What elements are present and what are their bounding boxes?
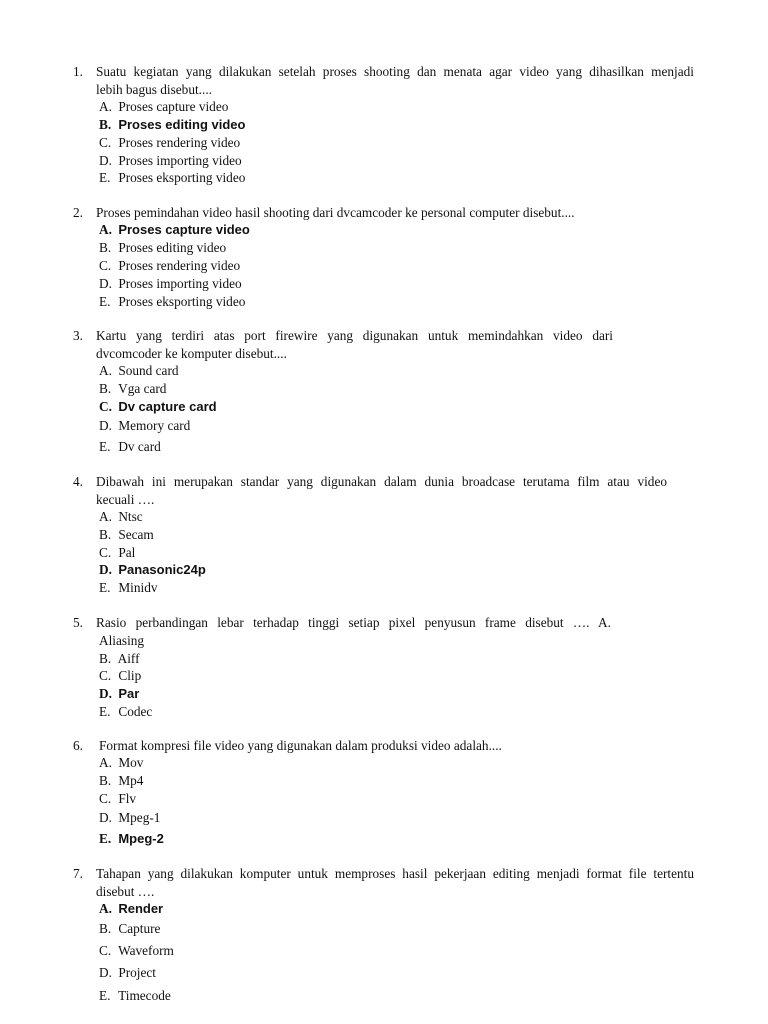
option-text: Dv capture card <box>118 399 217 414</box>
question-number: 4. <box>73 474 83 489</box>
question-text <box>96 614 611 650</box>
option-text: Sound card <box>118 363 179 378</box>
option-text: Proses rendering video <box>118 135 241 150</box>
option-e[interactable] <box>99 169 245 187</box>
option-d[interactable] <box>99 964 156 982</box>
option-letter: A. <box>99 509 112 524</box>
question-line: Tahapan yang dilakukan komputer untuk memproses hasil pekerjaan editing menjadi format file tertentu <box>96 866 694 881</box>
question-line: Dibawah ini merupakan standar yang digunakan dalam dunia broadcase terutama film atau video <box>96 474 667 489</box>
question-line: lebih bagus disebut.... <box>96 82 212 97</box>
option-text: Codec <box>118 704 153 719</box>
option-a[interactable] <box>99 508 143 526</box>
option-d[interactable] <box>99 685 139 703</box>
option-e[interactable] <box>99 830 164 848</box>
question-line: Format kompresi file video yang digunakan dalam produksi video adalah.... <box>99 738 502 753</box>
option-letter: D. <box>99 276 112 291</box>
option-text: Dv card <box>118 439 161 454</box>
option-c[interactable] <box>99 790 136 808</box>
option-letter: B. <box>99 240 112 255</box>
option-text: Proses eksporting video <box>118 170 246 185</box>
option-c[interactable] <box>99 134 240 152</box>
option-b[interactable] <box>99 239 226 257</box>
question-number: 2. <box>73 205 83 220</box>
option-letter: D. <box>99 418 112 433</box>
option-text: Timecode <box>118 988 171 1003</box>
option-b[interactable] <box>99 920 160 938</box>
question-number: 5. <box>73 615 83 630</box>
option-a[interactable] <box>99 98 228 116</box>
option-c[interactable] <box>99 257 240 275</box>
option-text: Mpeg-1 <box>118 810 161 825</box>
option-letter: D. <box>99 153 112 168</box>
option-text: Mov <box>118 755 144 770</box>
option-letter: A. <box>99 99 112 114</box>
option-letter: D. <box>99 562 112 577</box>
option-text: Secam <box>118 527 154 542</box>
question-line: Kartu yang terdiri atas port firewire yang digunakan untuk memindahkan video dari <box>96 328 613 343</box>
option-letter: C. <box>99 135 112 150</box>
option-letter: B. <box>99 527 112 542</box>
option-a[interactable] <box>99 754 143 772</box>
question-number: 1. <box>73 64 83 79</box>
option-letter: C. <box>99 258 112 273</box>
option-d[interactable] <box>99 417 190 435</box>
option-d[interactable] <box>99 561 206 579</box>
question-line: Rasio perbandingan lebar terhadap tinggi setiap pixel penyusun frame disebut …. A. <box>96 615 611 630</box>
option-letter: C. <box>99 668 112 683</box>
option-b[interactable] <box>99 650 140 668</box>
option-letter: B. <box>99 651 112 666</box>
option-e[interactable] <box>99 293 245 311</box>
option-letter: B. <box>99 773 112 788</box>
question-line: kecuali …. <box>96 492 155 507</box>
option-text: Pal <box>118 545 136 560</box>
question-number: 3. <box>73 328 83 343</box>
option-text: Proses capture video <box>118 222 250 237</box>
option-text: Project <box>118 965 156 980</box>
option-letter: B. <box>99 921 112 936</box>
option-letter: D. <box>99 965 112 980</box>
option-text: Capture <box>118 921 161 936</box>
option-d[interactable] <box>99 275 242 293</box>
option-text: Clip <box>118 668 142 683</box>
option-e[interactable] <box>99 438 161 456</box>
option-b[interactable] <box>99 772 143 790</box>
option-text: Mp4 <box>118 773 144 788</box>
option-text: Proses editing video <box>118 240 227 255</box>
option-text: Mpeg-2 <box>118 831 164 846</box>
option-letter: B. <box>99 381 112 396</box>
option-e[interactable] <box>99 987 171 1005</box>
option-text: Par <box>118 686 140 701</box>
question-line: Aliasing <box>99 633 145 648</box>
option-b[interactable] <box>99 526 154 544</box>
question-text <box>99 737 699 755</box>
question-line: disebut …. <box>96 884 155 899</box>
question-text <box>96 204 696 222</box>
option-text: Proses importing video <box>118 153 242 168</box>
option-text: Proses eksporting video <box>118 294 246 309</box>
option-letter: A. <box>99 222 112 237</box>
question-line: Proses pemindahan video hasil shooting dari dvcamcoder ke personal computer disebut.... <box>96 205 575 220</box>
option-d[interactable] <box>99 809 160 827</box>
option-text: Ntsc <box>118 509 143 524</box>
option-a[interactable] <box>99 221 250 239</box>
option-letter: E. <box>99 580 111 595</box>
option-letter: C. <box>99 791 112 806</box>
option-letter: A. <box>99 755 112 770</box>
option-text: Panasonic24p <box>118 562 206 577</box>
option-a[interactable] <box>99 900 163 918</box>
question-number: 7. <box>73 866 83 881</box>
option-c[interactable] <box>99 398 217 416</box>
option-letter: A. <box>99 363 112 378</box>
option-e[interactable] <box>99 703 152 721</box>
option-text: Proses editing video <box>118 117 246 132</box>
option-text: Memory card <box>118 418 191 433</box>
option-letter: E. <box>99 170 111 185</box>
question-text <box>96 473 667 509</box>
question-text <box>96 63 694 99</box>
option-letter: C. <box>99 545 112 560</box>
option-letter: B. <box>99 117 112 132</box>
option-b[interactable] <box>99 380 166 398</box>
option-c[interactable] <box>99 544 135 562</box>
option-letter: D. <box>99 686 112 701</box>
option-text: Proses importing video <box>118 276 242 291</box>
option-text: Proses capture video <box>118 99 229 114</box>
option-text: Vga card <box>118 381 167 396</box>
option-letter: E. <box>99 294 111 309</box>
option-letter: C. <box>99 943 112 958</box>
option-letter: E. <box>99 439 111 454</box>
option-letter: E. <box>99 831 112 846</box>
question-line: dvcomcoder ke komputer disebut.... <box>96 346 287 361</box>
option-b[interactable] <box>99 116 245 134</box>
question-text <box>96 865 694 901</box>
option-text: Render <box>118 901 164 916</box>
option-letter: A. <box>99 901 112 916</box>
question-text <box>96 327 613 363</box>
option-d[interactable] <box>99 152 242 170</box>
option-letter: D. <box>99 810 112 825</box>
option-letter: C. <box>99 399 112 414</box>
question-number: 6. <box>73 738 83 753</box>
option-c[interactable] <box>99 942 174 960</box>
option-text: Minidv <box>118 580 158 595</box>
option-a[interactable] <box>99 362 179 380</box>
option-letter: E. <box>99 988 111 1003</box>
option-letter: E. <box>99 704 111 719</box>
option-e[interactable] <box>99 579 158 597</box>
option-text: Flv <box>118 791 137 806</box>
question-line: Suatu kegiatan yang dilakukan setelah proses shooting dan menata agar video yang dihasilkan menjadi <box>96 64 694 79</box>
option-text: Proses rendering video <box>118 258 241 273</box>
option-text: Aiff <box>117 651 140 666</box>
option-text: Waveform <box>118 943 174 958</box>
option-c[interactable] <box>99 667 141 685</box>
